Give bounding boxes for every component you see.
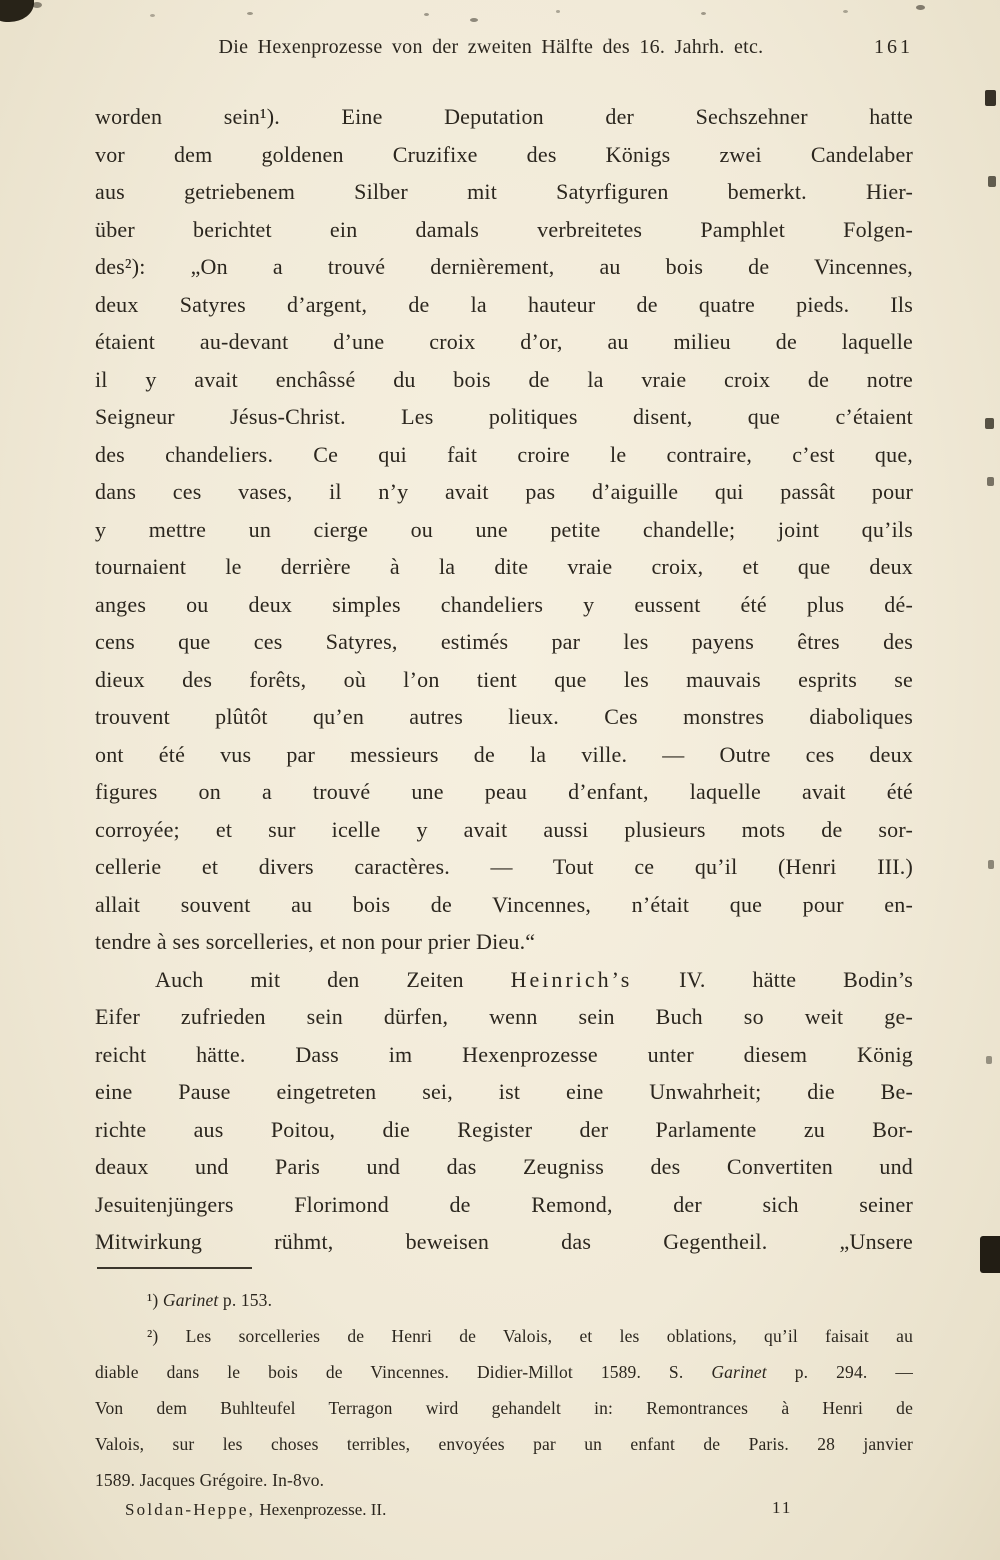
text-segment: IV. hätte Bodin’s [632, 966, 913, 992]
text-segment: corroyée; et sur icelle y avait aussi plusieurs mots de sor- [95, 816, 913, 842]
text-line [95, 1282, 913, 1318]
text-line [95, 1073, 913, 1111]
text-segment: dieux des forêts, où l’on tient que les mauvais esprits se [95, 666, 913, 692]
text-segment: tendre à ses sorcelleries, et non pour prier Dieu.“ [95, 929, 536, 954]
text-line [95, 1186, 913, 1224]
text-segment: diable dans le bois de Vincennes. Didier-Millot 1589. S. [95, 1362, 712, 1382]
text-line [95, 548, 913, 586]
text-line [95, 98, 913, 136]
text-segment: allait souvent au bois de Vincennes, n’était que pour en- [95, 891, 913, 917]
italic-text: Garinet [711, 1362, 767, 1382]
text-segment: Jesuitenjüngers Florimond de Remond, der sich seiner [95, 1191, 913, 1217]
text-line [95, 661, 913, 699]
text-line [95, 286, 913, 324]
text-line [95, 361, 913, 399]
text-line [95, 736, 913, 774]
text-segment: richte aus Poitou, die Register der Parlamente zu Bor- [95, 1116, 913, 1142]
text-line [95, 961, 913, 999]
text-line [95, 323, 913, 361]
text-segment: dans ces vases, il n’y avait pas d’aiguille qui passât pour [95, 479, 913, 504]
text-segment: über berichtet ein damals verbreitetes Pamphlet Folgen- [95, 216, 913, 242]
text-segment: trouvent plûtôt qu’en autres lieux. Ces monstres diaboliques [95, 704, 913, 729]
text-line [95, 773, 913, 811]
text-line [95, 473, 913, 511]
text-segment: Seigneur Jésus-Christ. Les politiques disent, que c’étaient [95, 404, 913, 429]
text-segment: eine Pause eingetreten sei, ist eine Unwahrheit; die Be- [95, 1079, 913, 1104]
text-segment: Eifer zufrieden sein dürfen, wenn sein Buch so weit ge- [95, 1004, 913, 1029]
text-line [95, 1036, 913, 1074]
scan-artifact [843, 10, 848, 13]
text-segment: Mitwirkung rühmt, beweisen das Gegentheil. „Unsere [95, 1229, 913, 1254]
scan-artifact [0, 0, 34, 22]
scan-artifact [985, 418, 994, 429]
scan-artifact [556, 10, 560, 13]
scan-artifact [701, 12, 706, 15]
text-segment: ¹) [147, 1290, 163, 1310]
scan-artifact [150, 14, 155, 17]
scan-artifact [988, 176, 996, 187]
text-line [95, 173, 913, 211]
text-line [95, 248, 913, 286]
scan-artifact [470, 18, 478, 22]
publisher-name: Soldan-Heppe, [125, 1500, 256, 1519]
text-segment: tournaient le derrière à la dite vraie croix, et que deux [95, 554, 913, 579]
text-segment: figures on a trouvé une peau d’enfant, laquelle avait été [95, 779, 913, 804]
text-segment: Auch mit den Zeiten [155, 966, 511, 992]
scan-artifact [32, 2, 42, 8]
text-segment: ²) Les sorcelleries de Henri de Valois, et les oblations, qu’il faisait au [147, 1326, 913, 1346]
text-segment: deaux und Paris und das Zeugniss des Convertiten und [95, 1154, 913, 1179]
text-segment: deux Satyres d’argent, de la hauteur de quatre pieds. Ils [95, 291, 913, 317]
text-line [95, 511, 913, 549]
text-line [95, 623, 913, 661]
scan-artifact [916, 5, 925, 10]
text-line [95, 436, 913, 474]
chapter-title: Die Hexenprozesse von der zweiten Hälfte des 16. Jahrh. etc. [218, 36, 764, 58]
text-line [95, 1426, 913, 1462]
text-line [95, 1148, 913, 1186]
text-segment: Von dem Buhlteufel Terragon wird gehandelt in: Remontrances à Henri de [95, 1398, 913, 1418]
text-segment: y mettre un cierge ou une petite chandelle; joint qu’ils [95, 516, 913, 542]
text-segment: il y avait enchâssé du bois de la vraie croix de notre [95, 366, 913, 392]
text-segment: reicht hätte. Dass im Hexenprozesse unter diesem König [95, 1041, 913, 1067]
text-line [95, 1462, 913, 1498]
text-line [95, 1354, 913, 1390]
letterspaced-text: Heinrich’s [510, 966, 633, 992]
text-line [95, 923, 913, 961]
body-text [95, 98, 913, 1261]
text-line [95, 1390, 913, 1426]
text-segment: Valois, sur les choses terribles, envoyées par un enfant de Paris. 28 janvier [95, 1434, 913, 1454]
scan-artifact [988, 860, 994, 869]
italic-text: Garinet [162, 1290, 219, 1310]
text-line [95, 136, 913, 174]
text-line [95, 1223, 913, 1261]
text-segment: étaient au-devant d’une croix d’or, au milieu de laquelle [95, 329, 913, 354]
text-line [95, 1111, 913, 1149]
text-line [95, 811, 913, 849]
scan-artifact [985, 90, 996, 106]
text-segment: cellerie et divers caractères. — Tout ce qu’il (Henri III.) [95, 854, 913, 879]
publisher-signature [125, 1500, 386, 1520]
scan-artifact [986, 1056, 992, 1064]
text-segment: cens que ces Satyres, estimés par les payens êtres des [95, 629, 913, 654]
text-line [95, 698, 913, 736]
sheet-number: 11 [772, 1498, 793, 1517]
text-line [95, 211, 913, 249]
scan-artifact [987, 477, 994, 486]
footnote-rule [97, 1267, 252, 1269]
text-segment: vor dem goldenen Cruzifixe des Königs zwei Candelaber [95, 141, 913, 167]
page-footer [95, 1500, 913, 1528]
text-line [95, 1318, 913, 1354]
text-line [95, 586, 913, 624]
scan-artifact [980, 1236, 1000, 1273]
text-segment: 1589. Jacques Grégoire. In-8vo. [95, 1470, 325, 1490]
text-segment: worden sein¹). Eine Deputation der Sechszehner hatte [95, 104, 913, 129]
text-line [95, 398, 913, 436]
text-line [95, 848, 913, 886]
text-segment: p. 153. [218, 1290, 273, 1310]
text-line [95, 886, 913, 924]
text-line [95, 998, 913, 1036]
running-header [95, 36, 913, 59]
text-segment: des²): „On a trouvé dernièrement, au bois de Vincennes, [95, 254, 913, 279]
scan-artifact [424, 13, 429, 16]
work-title: Hexenprozesse. II. [255, 1500, 387, 1519]
text-segment: des chandeliers. Ce qui fait croire le contraire, c’est que, [95, 441, 913, 467]
text-segment: aus getriebenem Silber mit Satyrfiguren bemerkt. Hier- [95, 179, 913, 204]
page-number: 161 [874, 36, 913, 58]
text-segment: anges ou deux simples chandeliers y eussent été plus dé- [95, 591, 913, 617]
text-segment: p. 294. — [766, 1362, 913, 1382]
text-segment: ont été vus par messieurs de la ville. — Outre ces deux [95, 741, 913, 767]
footnotes [95, 1282, 913, 1498]
scan-artifact [247, 12, 253, 15]
